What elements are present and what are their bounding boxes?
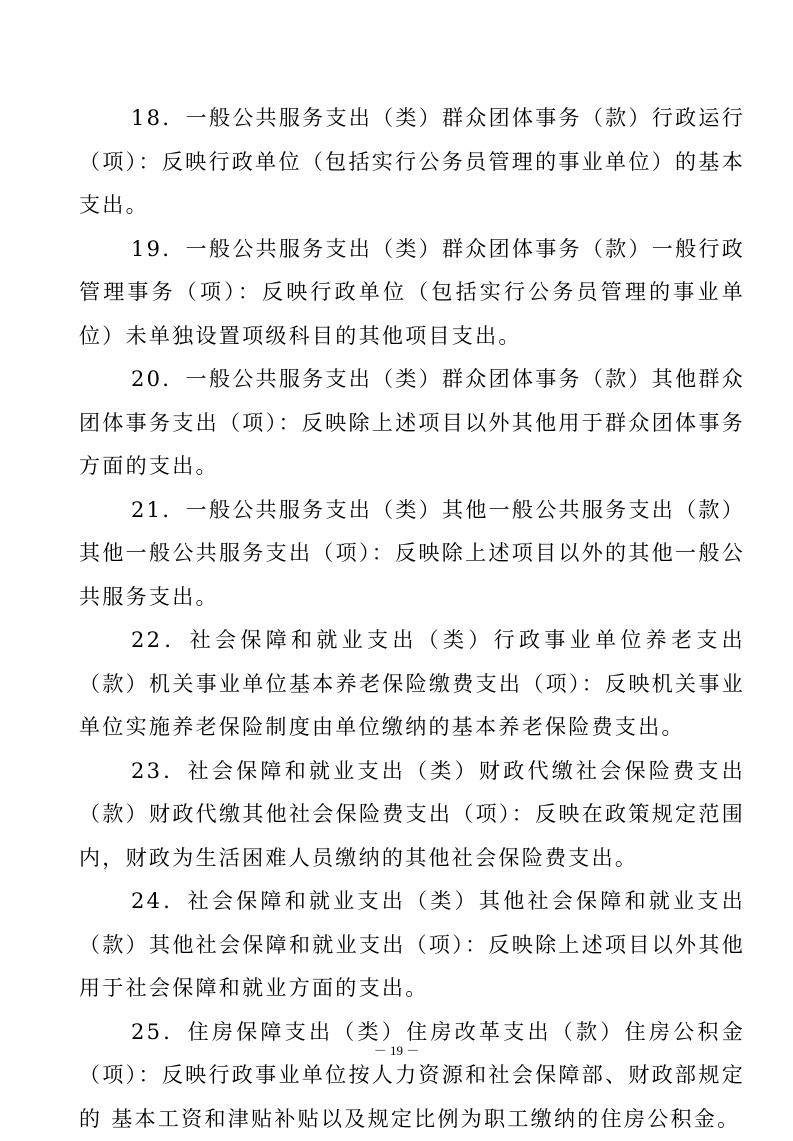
page-number: － 19 － [0, 1040, 793, 1059]
paragraph-item-21: 21．一般公共服务支出（类）其他一般公共服务支出（款）其他一般公共服务支出（项）：反映除上述项目以外的其他一般公共服务支出。 [79, 489, 745, 620]
paragraph-item-23: 23．社会保障和就业支出（类）财政代缴社会保险费支出（款）财政代缴其他社会保险费支出（项）：反映在政策规定范围内，财政为生活困难人员缴纳的其他社会保险费支出。 [79, 750, 745, 881]
paragraph-item-25: 25．住房保障支出（类）住房改革支出（款）住房公积金（项）：反映行政事业单位按人力资源和社会保障部、财政部规定的 基本工资和津贴补贴以及规定比例为职工缴纳的住房公积金。 [79, 1011, 745, 1141]
paragraph-item-20: 20．一般公共服务支出（类）群众团体事务（款）其他群众团体事务支出（项）：反映除上述项目以外其他用于群众团体事务方面的支出。 [79, 358, 745, 489]
paragraph-item-19: 19．一般公共服务支出（类）群众团体事务（款）一般行政管理事务（项）：反映行政单位（包括实行公务员管理的事业单位）未单独设置项级科目的其他项目支出。 [79, 228, 745, 359]
paragraph-item-24: 24．社会保障和就业支出（类）其他社会保障和就业支出（款）其他社会保障和就业支出（项）：反映除上述项目以外其他用于社会保障和就业方面的支出。 [79, 880, 745, 1011]
document-body [79, 97, 745, 1141]
paragraph-item-22: 22．社会保障和就业支出（类）行政事业单位养老支出（款）机关事业单位基本养老保险缴费支出（项）：反映机关事业单位实施养老保险制度由单位缴纳的基本养老保险费支出。 [79, 619, 745, 750]
paragraph-item-18: 18．一般公共服务支出（类）群众团体事务（款）行政运行（项）：反映行政单位（包括实行公务员管理的事业单位）的基本 支出。 [79, 97, 745, 228]
